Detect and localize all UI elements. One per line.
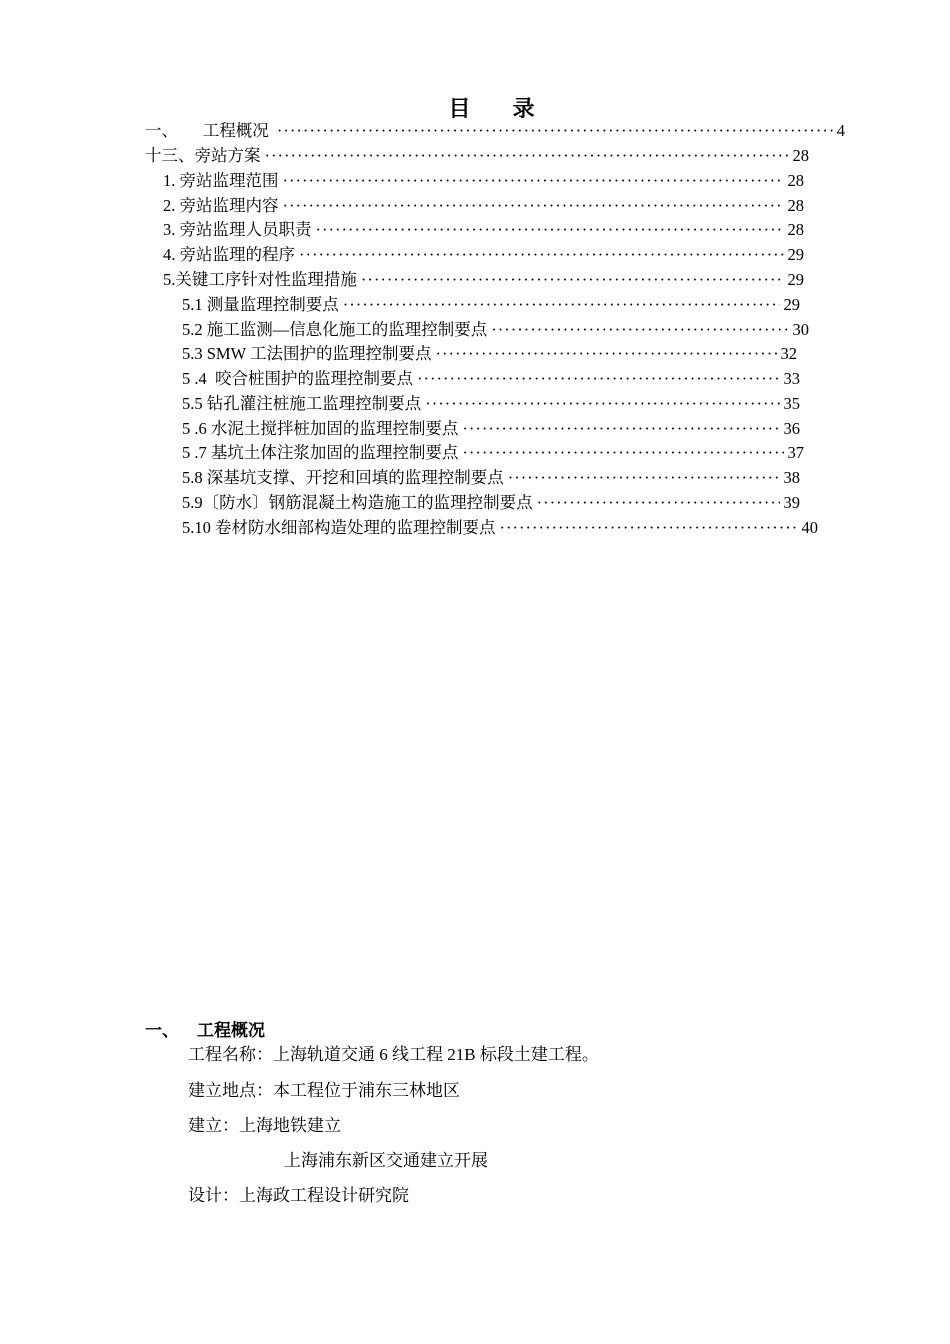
toc-entry[interactable]	[182, 417, 800, 441]
toc-entry-page: 33	[783, 369, 800, 388]
toc-entry-label: 1. 旁站监理范围	[163, 171, 279, 190]
toc-entry-label: 5 .6 水泥土搅拌桩加固的监理控制要点	[182, 419, 459, 438]
toc-leader-dots	[537, 491, 780, 515]
toc-entry-label: 5 .7 基坑土体注浆加固的监理控制要点	[182, 443, 459, 462]
toc-entry-label: 2. 旁站监理内容	[163, 196, 279, 215]
toc-leader-dots	[343, 293, 780, 317]
toc-entry[interactable]	[163, 268, 804, 292]
section-title: 工程概况	[197, 1021, 265, 1041]
toc-entry-page: 38	[783, 468, 800, 487]
toc-entry[interactable]	[163, 169, 804, 193]
toc-entry-page: 29	[787, 245, 804, 264]
toc-leader-dots	[425, 392, 779, 416]
toc-leader-dots	[462, 441, 783, 465]
toc-entry[interactable]	[163, 218, 804, 242]
toc-leader-dots	[299, 243, 784, 267]
toc-entry-label: 3. 旁站监理人员职责	[163, 220, 312, 239]
toc-entry-page: 29	[783, 295, 800, 314]
builder-line: 建立：上海地铁建立	[188, 1116, 341, 1135]
toc-entry-label: 5.10 卷材防水细部构造处理的监理控制要点	[182, 518, 496, 537]
toc-entry-page: 32	[780, 344, 797, 363]
toc-entry-page: 28	[787, 220, 804, 239]
toc-entry[interactable]	[145, 119, 845, 143]
toc-entry[interactable]	[182, 318, 809, 342]
toc-title-right: 录	[512, 96, 537, 121]
toc-entry-page: 40	[801, 518, 818, 537]
toc-entry-label: 5.1 测量监理控制要点	[182, 295, 339, 314]
toc-entry[interactable]	[182, 293, 800, 317]
toc-entry[interactable]	[145, 144, 809, 168]
toc-leader-dots	[508, 466, 780, 490]
toc-entry[interactable]	[182, 466, 800, 490]
section-heading	[145, 1016, 265, 1041]
toc-entry-page: 36	[783, 419, 800, 438]
toc-entry[interactable]	[163, 243, 804, 267]
toc-leader-dots	[277, 119, 833, 143]
toc-entry[interactable]	[182, 392, 800, 416]
toc-entry-page: 29	[787, 270, 804, 289]
toc-leader-dots	[436, 342, 777, 366]
toc-leader-dots	[417, 367, 780, 391]
builder-second-line: 上海浦东新区交通建立开展	[284, 1151, 488, 1170]
toc-entry[interactable]	[182, 342, 797, 366]
toc-entry-page: 37	[787, 443, 804, 462]
toc-entry-page: 39	[783, 493, 800, 512]
toc-entry-label: 5.9〔防水〕钢筋混凝土构造施工的监理控制要点	[182, 493, 533, 512]
toc-entry-label: 5.5 钻孔灌注桩施工监理控制要点	[182, 394, 422, 413]
toc-leader-dots	[361, 268, 784, 292]
toc-leader-dots	[283, 169, 784, 193]
project-name-line: 工程名称：上海轨道交通 6 线工程 21B 标段土建工程。	[188, 1045, 599, 1064]
toc-entry[interactable]	[182, 367, 800, 391]
toc-entry-page: 30	[792, 320, 809, 339]
project-location-line: 建立地点：本工程位于浦东三林地区	[188, 1081, 460, 1100]
toc-entry-page: 4	[836, 121, 845, 140]
toc-leader-dots	[500, 516, 798, 540]
toc-leader-dots	[283, 194, 784, 218]
toc-title-left: 目	[448, 96, 473, 121]
toc-entry[interactable]	[182, 516, 818, 540]
toc-leader-dots	[265, 144, 789, 168]
toc-leader-dots	[462, 417, 779, 441]
toc-entry-page: 28	[787, 196, 804, 215]
toc-entry[interactable]	[163, 194, 804, 218]
toc-entry[interactable]	[182, 491, 800, 515]
toc-entry-label: 4. 旁站监理的程序	[163, 245, 295, 264]
toc-entry-label: 5.关键工序针对性监理措施	[163, 270, 357, 289]
toc-entry[interactable]	[182, 441, 804, 465]
toc-entry-page: 28	[792, 146, 809, 165]
toc-entry-page: 35	[783, 394, 800, 413]
toc-entry-label: 5.3 SMW 工法围护的监理控制要点	[182, 344, 432, 363]
toc-leader-dots	[491, 318, 788, 342]
toc-entry-label: 5.2 施工监测—信息化施工的监理控制要点	[182, 320, 488, 339]
toc-leader-dots	[316, 218, 784, 242]
toc-entry-label: 一、 工程概况	[145, 121, 273, 140]
toc-entry-label: 5.8 深基坑支撑、开挖和回填的监理控制要点	[182, 468, 504, 487]
designer-line: 设计：上海政工程设计研究院	[188, 1186, 409, 1205]
section-number: 一、	[145, 1021, 179, 1041]
toc-entry-label: 5 .4 咬合桩围护的监理控制要点	[182, 369, 413, 388]
toc-entry-page: 28	[787, 171, 804, 190]
toc-entry-label: 十三、旁站方案	[145, 146, 261, 165]
